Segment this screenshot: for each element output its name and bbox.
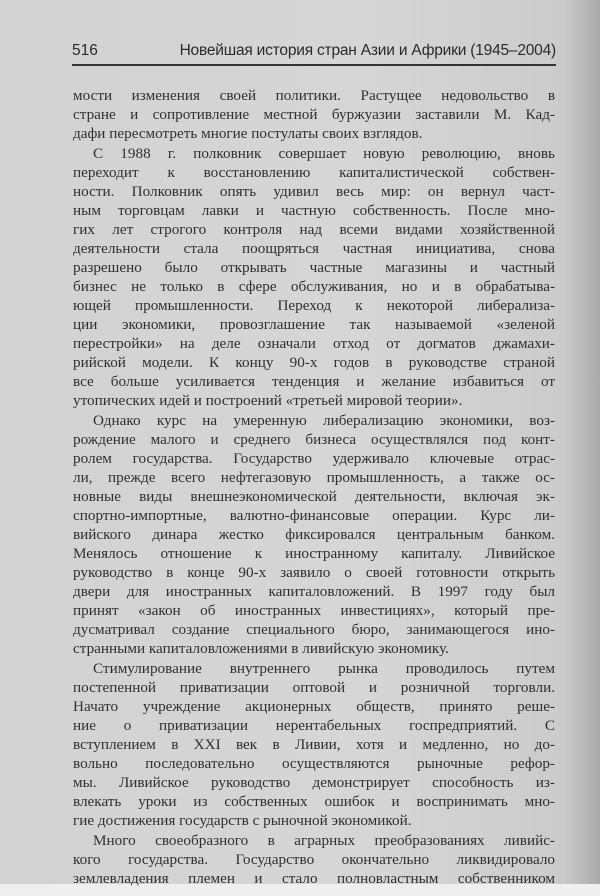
text-line: ным торговцам лавки и частную собственность. После мно-	[73, 202, 555, 219]
text-line: ции экономики, провозглашение так называемой «зеленой	[73, 316, 555, 333]
text-line: Начато учреждение акционерных обществ, принято реше-	[73, 698, 555, 715]
header-rule	[72, 64, 556, 66]
text-line: двери для иностранных капиталовложений. В 1997 году был	[73, 583, 555, 600]
text-line: все больше усиливается тенденция и желание избавиться от	[73, 373, 555, 390]
text-line: мости изменения своей политики. Растущее недовольство в	[73, 87, 555, 104]
text-line: переходит к восстановлению капиталистической собствен-	[73, 164, 555, 181]
text-line: дафи пересмотреть многие постулаты своих взглядов.	[73, 125, 423, 142]
text-line: руководство в конце 90-х заявило о своей готовности открыть	[73, 564, 555, 581]
text-line: гих лет строгого контроля над всеми видами хозяйственной	[73, 221, 555, 238]
paragraph	[73, 831, 555, 888]
paragraph	[73, 411, 555, 658]
text-line: дусматривал создание специального бюро, занимающегося ино-	[73, 621, 555, 638]
text-line: стране и сопротивление местной буржуазии заставили М. Кад-	[73, 106, 555, 123]
text-line: мы. Ливийское руководство демонстрирует способность из-	[73, 774, 555, 791]
text-line: С 1988 г. полковник совершает новую революцию, вновь	[93, 145, 555, 162]
paragraph	[73, 659, 555, 830]
text-line: ности. Полковник опять удивил весь мир: он вернул част-	[73, 183, 555, 200]
text-line: рийской модели. К концу 90-х годов в руководстве страной	[73, 354, 555, 371]
text-line: перестройки» на деле означали отход от догматов джамахи-	[73, 335, 555, 352]
text-line: деятельности стала поощряться частная инициатива, снова	[73, 240, 555, 257]
text-line: ющей промышленности. Переход к некоторой либерализа-	[73, 297, 555, 314]
paragraph	[73, 86, 555, 143]
text-line: Менялось отношение к иностранному капиталу. Ливийское	[73, 545, 555, 562]
text-line: Стимулирование внутреннего рынка проводилось путем	[93, 660, 555, 677]
text-line: вийского динара жестко фиксировался центральным банком.	[73, 526, 555, 543]
text-line: влекать уроки из собственных ошибок и воспринимать мно-	[73, 793, 555, 810]
page-number: 516	[72, 42, 98, 59]
text-line: спортно-импортные, валютно-финансовые операции. Курс ли-	[73, 507, 555, 524]
text-line: бизнес не только в сфере обслуживания, но и в обрабатыва-	[73, 278, 555, 295]
running-title: Новейшая история стран Азии и Африки (1945–2004)	[179, 42, 556, 59]
text-line: утопических идей и построений «третьей мировой теории».	[73, 392, 463, 409]
text-line: ролем государства. Государство удерживало ключевые отрас-	[73, 450, 555, 467]
text-line: Однако курс на умеренную либерализацию экономики, воз-	[93, 412, 555, 429]
text-line: Много своеобразного в аграрных преобразованиях ливийс-	[93, 832, 555, 849]
text-line: рождение малого и среднего бизнеса осуществлялся под конт-	[73, 431, 555, 448]
text-line: ние о приватизации нерентабельных госпредприятий. С	[73, 717, 555, 734]
paragraph	[73, 144, 555, 410]
text-line: разрешено было открывать частные магазины и частный	[73, 259, 555, 276]
text-line: землевладения племен и стало полновластным собственником	[73, 870, 555, 887]
text-line: странными капиталовложениями в ливийскую экономику.	[73, 640, 449, 657]
text-line: гие достижения государств с рыночной экономикой.	[73, 812, 412, 829]
text-line: вступлением в XXI век в Ливии, хотя и медленно, но до-	[73, 736, 555, 753]
text-line: ли, прежде всего нефтегазовую промышленность, а также ос-	[73, 469, 555, 486]
page-body	[73, 86, 555, 889]
text-line: принят «закон об иностранных инвестициях», который пре-	[73, 602, 555, 619]
running-header	[72, 40, 556, 62]
text-line: вольно последовательно осуществляются рыночные рефор-	[73, 755, 555, 772]
text-line: постепенной приватизации оптовой и розничной торговли.	[73, 679, 555, 696]
text-line: кого государства. Государство окончательно ликвидировало	[73, 851, 555, 868]
text-line: новные виды внешнеэкономической деятельности, включая эк-	[73, 488, 555, 505]
